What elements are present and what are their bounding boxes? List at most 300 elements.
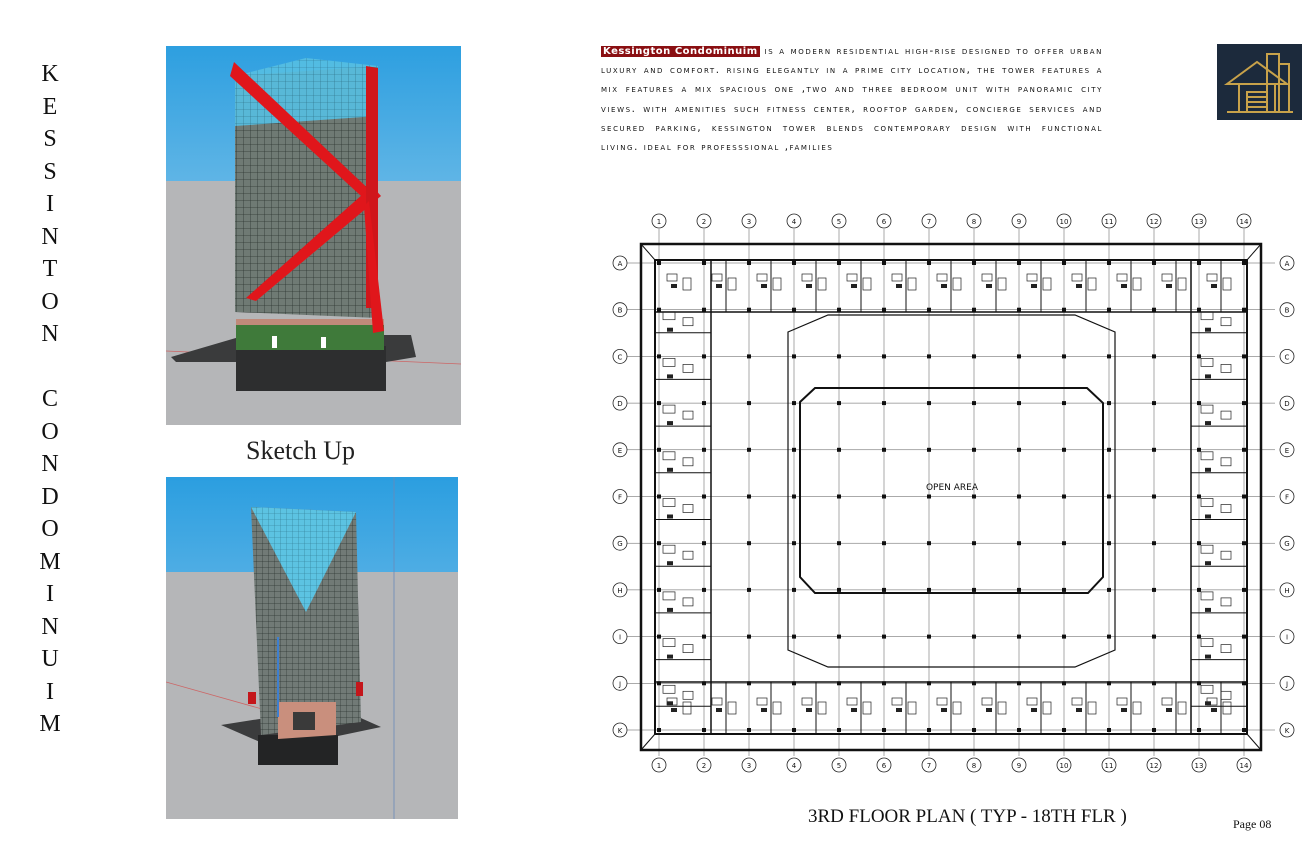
column-label: 6 — [881, 762, 887, 770]
column-label: 3 — [746, 762, 752, 770]
title-letter: U — [41, 646, 59, 672]
structural-column — [747, 308, 751, 312]
fixture — [1211, 284, 1217, 288]
column-label: 10 — [1059, 762, 1069, 770]
row-label: J — [618, 680, 622, 689]
fixture — [663, 639, 675, 647]
structural-column — [1242, 401, 1246, 405]
structural-column — [927, 541, 931, 545]
structural-column — [657, 354, 661, 358]
fixture — [1072, 274, 1082, 281]
structural-column — [657, 401, 661, 405]
fixture — [683, 505, 693, 513]
fixture — [892, 274, 902, 281]
fixture — [863, 278, 871, 290]
structural-column — [837, 541, 841, 545]
column-label: 1 — [656, 218, 662, 226]
structural-column — [1107, 448, 1111, 452]
structural-column — [837, 495, 841, 499]
structural-column — [1107, 635, 1111, 639]
structural-column — [657, 495, 661, 499]
structural-column — [1017, 495, 1021, 499]
fixture — [1221, 364, 1231, 372]
column-label: 5 — [836, 762, 842, 770]
structural-column — [837, 728, 841, 732]
fixture — [1088, 702, 1096, 714]
column-label: 10 — [1059, 218, 1069, 226]
structural-column — [972, 308, 976, 312]
floor-plan — [600, 205, 1302, 785]
fixture — [773, 702, 781, 714]
fixture — [667, 608, 673, 612]
column-label: 11 — [1104, 762, 1114, 770]
fixture — [1221, 691, 1231, 699]
fixture — [1027, 698, 1037, 705]
structural-column — [792, 354, 796, 358]
fixture — [663, 358, 675, 366]
fixture — [663, 452, 675, 460]
structural-column — [972, 681, 976, 685]
tower-render-front-image — [166, 46, 461, 425]
structural-column — [792, 448, 796, 452]
row-label: D — [617, 400, 623, 409]
fixture — [937, 698, 947, 705]
structural-column — [882, 728, 886, 732]
row-label: G — [617, 540, 623, 549]
structural-column — [747, 261, 751, 265]
structural-column — [972, 541, 976, 545]
fixture — [1076, 708, 1082, 712]
structural-column — [702, 448, 706, 452]
title-letter: E — [42, 93, 58, 120]
fixture — [998, 702, 1006, 714]
fixture — [1166, 708, 1172, 712]
fixture — [1221, 598, 1231, 606]
column-label: 7 — [926, 218, 932, 226]
fixture — [806, 284, 812, 288]
row-label: I — [1285, 633, 1289, 642]
fixture — [1201, 405, 1213, 413]
row-label: K — [617, 727, 623, 735]
structural-column — [972, 401, 976, 405]
fixture — [683, 278, 691, 290]
structural-column — [657, 681, 661, 685]
fixture — [1133, 702, 1141, 714]
title-letter: N — [41, 321, 59, 347]
fixture — [802, 274, 812, 281]
structural-column — [1017, 635, 1021, 639]
structural-column — [1242, 495, 1246, 499]
structural-column — [837, 448, 841, 452]
floor-plan-drawing — [600, 205, 1302, 785]
fixture — [802, 698, 812, 705]
tower-render-front — [166, 46, 461, 425]
fixture — [896, 708, 902, 712]
structural-column — [1062, 728, 1066, 732]
fixture — [1205, 608, 1211, 612]
structural-column — [792, 261, 796, 265]
structural-column — [1197, 495, 1201, 499]
structural-column — [1017, 401, 1021, 405]
structural-column — [1242, 588, 1246, 592]
structural-column — [1242, 354, 1246, 358]
structural-column — [1062, 401, 1066, 405]
fixture — [663, 685, 675, 693]
corner-line — [1247, 244, 1261, 260]
fixture — [683, 364, 693, 372]
structural-column — [747, 635, 751, 639]
fixture — [1166, 284, 1172, 288]
fixture — [1031, 708, 1037, 712]
title-letter: T — [42, 256, 58, 282]
structural-column — [972, 261, 976, 265]
row-label: C — [1284, 353, 1290, 362]
fixture — [728, 278, 736, 290]
structural-column — [1152, 588, 1156, 592]
structural-column — [1107, 261, 1111, 265]
structural-column — [1152, 354, 1156, 358]
structural-column — [657, 588, 661, 592]
title-letter: I — [46, 581, 54, 607]
structural-column — [972, 495, 976, 499]
column-label: 13 — [1194, 218, 1204, 226]
structural-column — [747, 448, 751, 452]
structural-column — [1062, 681, 1066, 685]
structural-column — [972, 635, 976, 639]
fixture — [1221, 645, 1231, 653]
title-letter: O — [41, 288, 59, 315]
fixture — [908, 278, 916, 290]
structural-column — [882, 354, 886, 358]
structural-column — [882, 588, 886, 592]
fixture — [1221, 411, 1231, 419]
structural-column — [1152, 261, 1156, 265]
structural-column — [927, 308, 931, 312]
structural-column — [1017, 448, 1021, 452]
structural-column — [747, 588, 751, 592]
title-letter: D — [41, 483, 59, 510]
project-name: Kessington Condominuim — [603, 46, 758, 57]
fixture — [716, 284, 722, 288]
structural-column — [792, 308, 796, 312]
title-letter: I — [46, 678, 54, 705]
structural-column — [927, 448, 931, 452]
title-letter: N — [41, 613, 59, 640]
structural-column — [792, 635, 796, 639]
row-label: H — [617, 586, 623, 595]
structural-column — [1107, 681, 1111, 685]
structural-column — [1242, 541, 1246, 545]
structural-column — [1197, 308, 1201, 312]
fixture — [716, 708, 722, 712]
fixture — [941, 284, 947, 288]
structural-column — [1197, 681, 1201, 685]
fixture — [663, 592, 675, 600]
fixture — [663, 545, 675, 553]
fixture — [757, 698, 767, 705]
title-letter: N — [41, 223, 59, 250]
structural-column — [702, 541, 706, 545]
structural-column — [927, 495, 931, 499]
structural-column — [882, 681, 886, 685]
fixture — [1121, 708, 1127, 712]
fixture — [986, 708, 992, 712]
structural-column — [1152, 728, 1156, 732]
fixture — [908, 702, 916, 714]
fixture — [896, 284, 902, 288]
fixture — [1201, 499, 1213, 507]
structural-column — [1062, 588, 1066, 592]
structural-column — [657, 541, 661, 545]
title-letter: K — [41, 61, 59, 87]
structural-column — [882, 308, 886, 312]
structural-column — [702, 588, 706, 592]
structural-column — [1152, 308, 1156, 312]
structural-column — [972, 588, 976, 592]
structural-column — [1197, 541, 1201, 545]
structural-column — [747, 541, 751, 545]
fixture — [683, 551, 693, 559]
fixture — [1162, 274, 1172, 281]
structural-column — [702, 728, 706, 732]
fixture — [683, 691, 693, 699]
fixture — [806, 708, 812, 712]
structural-column — [702, 495, 706, 499]
title-letter: C — [41, 386, 58, 412]
structural-column — [882, 495, 886, 499]
structural-column — [702, 635, 706, 639]
structural-column — [1062, 541, 1066, 545]
fixture — [712, 274, 722, 281]
structural-column — [882, 541, 886, 545]
row-label: F — [1284, 493, 1290, 502]
structural-column — [1107, 354, 1111, 358]
structural-column — [1197, 728, 1201, 732]
fixture — [1031, 284, 1037, 288]
title-letter: S — [43, 158, 57, 185]
vertical-title — [30, 58, 70, 741]
structural-column — [747, 401, 751, 405]
fixture — [1178, 702, 1186, 714]
fixture — [712, 698, 722, 705]
fixture — [683, 702, 691, 714]
fixture — [683, 598, 693, 606]
open-area-label: OPEN AREA — [925, 483, 979, 493]
fixture — [1223, 278, 1231, 290]
fixture — [1205, 328, 1211, 332]
column-label: 9 — [1016, 762, 1022, 770]
structural-column — [837, 635, 841, 639]
structural-column — [702, 354, 706, 358]
structural-column — [1152, 681, 1156, 685]
fixture — [761, 708, 767, 712]
structural-column — [972, 354, 976, 358]
structural-column — [1242, 448, 1246, 452]
column-label: 13 — [1194, 762, 1204, 770]
column-label: 12 — [1149, 762, 1159, 770]
title-letter: O — [41, 418, 59, 445]
structural-column — [1017, 681, 1021, 685]
title-letter: S — [43, 126, 57, 152]
structural-column — [837, 401, 841, 405]
title-letter: M — [39, 548, 61, 575]
column-label: 11 — [1104, 218, 1114, 226]
fixture — [1117, 274, 1127, 281]
row-label: H — [1284, 586, 1290, 595]
structural-column — [747, 495, 751, 499]
fixture — [1205, 421, 1211, 425]
structural-column — [837, 681, 841, 685]
row-label: E — [1284, 446, 1290, 455]
fixture — [1221, 551, 1231, 559]
title-letter — [30, 351, 70, 384]
fixture — [998, 278, 1006, 290]
structural-column — [1197, 354, 1201, 358]
column-label: 3 — [746, 218, 752, 226]
structural-column — [657, 448, 661, 452]
fixture — [818, 278, 826, 290]
structural-column — [882, 448, 886, 452]
structural-column — [1062, 635, 1066, 639]
structural-column — [792, 401, 796, 405]
structural-column — [837, 354, 841, 358]
structural-column — [702, 401, 706, 405]
fixture — [1201, 452, 1213, 460]
fixture — [663, 312, 675, 320]
structural-column — [972, 728, 976, 732]
fixture — [1205, 515, 1211, 519]
fixture — [667, 701, 673, 705]
description-body: is a modern residential high-rise designed to offer urban luxury and comfort. rising elegantly in a prime city location, the tower features a mix features a mix spacious one ,two and three bedroom unit with panoramic city views. with amenities such fitness center, rooftop garden, concierge services and secured parking, kessington tower blends contemporary design with functional living. ideal for professsional ,families — [601, 46, 1103, 154]
outer-wall — [641, 244, 1261, 750]
row-label: B — [617, 306, 623, 315]
column-label: 7 — [926, 762, 932, 770]
structural-column — [1242, 261, 1246, 265]
fixture — [1201, 312, 1213, 320]
structural-column — [1242, 635, 1246, 639]
structural-column — [1107, 495, 1111, 499]
fixture — [1211, 708, 1217, 712]
column-label: 14 — [1239, 218, 1249, 226]
fixture — [941, 708, 947, 712]
row-label: E — [617, 446, 623, 455]
fixture — [1205, 374, 1211, 378]
fixture — [1043, 278, 1051, 290]
row-label: A — [617, 260, 623, 268]
fixture — [1205, 561, 1211, 565]
fixture — [1027, 274, 1037, 281]
page-number: Page 08 — [1233, 817, 1272, 831]
corner-line — [641, 244, 655, 260]
fixture — [667, 328, 673, 332]
column-label: 12 — [1149, 218, 1159, 226]
title-letter: M — [39, 711, 61, 737]
structural-column — [882, 261, 886, 265]
structural-column — [657, 308, 661, 312]
row-label: I — [618, 633, 622, 642]
fixture — [1201, 545, 1213, 553]
fixture — [1223, 702, 1231, 714]
structural-column — [1062, 448, 1066, 452]
title-letter: I — [46, 191, 54, 217]
fixture — [757, 274, 767, 281]
fixture — [847, 274, 857, 281]
structural-column — [882, 401, 886, 405]
fixture — [953, 278, 961, 290]
structural-column — [657, 261, 661, 265]
structural-column — [1017, 308, 1021, 312]
fixture — [1221, 458, 1231, 466]
column-label: 6 — [881, 218, 887, 226]
fixture — [1117, 698, 1127, 705]
structural-column — [927, 354, 931, 358]
structural-column — [837, 588, 841, 592]
fixture — [773, 278, 781, 290]
structural-column — [1017, 261, 1021, 265]
fixture — [728, 702, 736, 714]
structural-column — [747, 728, 751, 732]
fixture — [892, 698, 902, 705]
column-label: 2 — [701, 762, 707, 770]
structural-column — [1017, 541, 1021, 545]
fixture — [667, 561, 673, 565]
row-label: K — [1284, 727, 1290, 735]
structural-column — [1242, 308, 1246, 312]
column-label: 2 — [701, 218, 707, 226]
structural-column — [1017, 728, 1021, 732]
structural-column — [927, 728, 931, 732]
fixture — [1201, 358, 1213, 366]
fixture — [982, 698, 992, 705]
fixture — [1201, 685, 1213, 693]
corner-line — [1247, 734, 1261, 750]
structural-column — [1197, 261, 1201, 265]
fixture — [863, 702, 871, 714]
structural-column — [792, 728, 796, 732]
column-label: 8 — [971, 762, 977, 770]
structural-column — [792, 588, 796, 592]
floor-plan-caption: 3RD FLOOR PLAN ( TYP - 18TH FLR ) — [808, 806, 1127, 827]
fixture — [953, 702, 961, 714]
fixture — [937, 274, 947, 281]
column-label: 4 — [791, 218, 797, 226]
building-logo-icon — [1217, 44, 1302, 120]
structural-column — [1107, 541, 1111, 545]
fixture — [1221, 318, 1231, 326]
column-label: 8 — [971, 218, 977, 226]
structural-column — [1197, 401, 1201, 405]
row-label: A — [1284, 260, 1290, 268]
fixture — [1121, 284, 1127, 288]
fixture — [1221, 505, 1231, 513]
fixture — [663, 499, 675, 507]
structural-column — [1242, 681, 1246, 685]
title-letter: O — [41, 516, 59, 542]
structural-column — [702, 681, 706, 685]
fixture — [683, 458, 693, 466]
structural-column — [747, 354, 751, 358]
fixture — [1207, 274, 1217, 281]
row-label: B — [1284, 306, 1290, 315]
fixture — [1205, 655, 1211, 659]
fixture — [1205, 701, 1211, 705]
structural-column — [657, 635, 661, 639]
fixture — [1133, 278, 1141, 290]
fixture — [1178, 278, 1186, 290]
structural-column — [927, 588, 931, 592]
render-caption: Sketch Up — [246, 436, 356, 465]
structural-column — [747, 681, 751, 685]
